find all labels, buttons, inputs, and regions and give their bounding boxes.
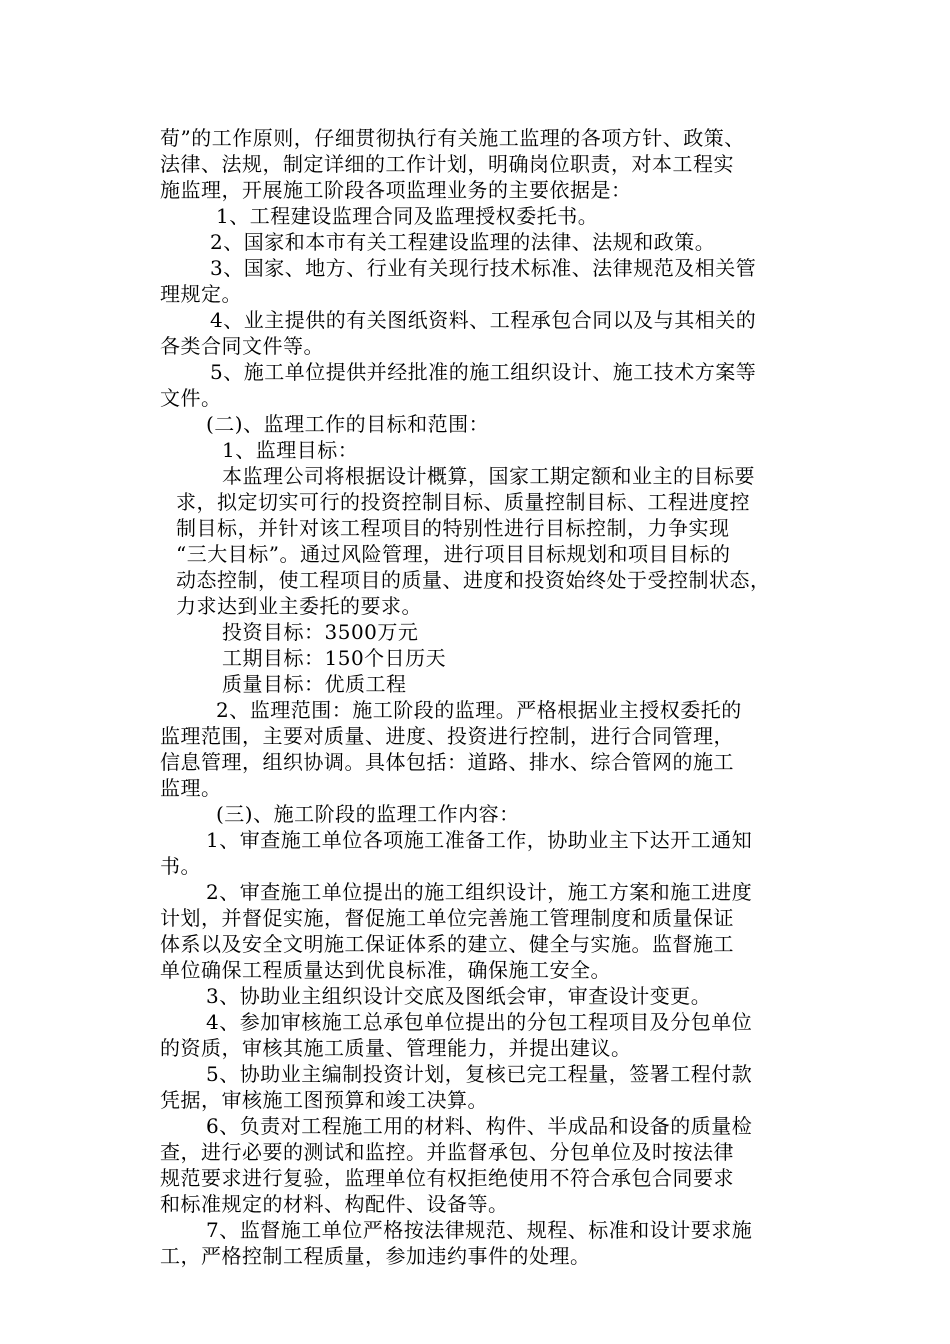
list-item: 4、业主提供的有关图纸资料、工程承包合同以及与其相关的 bbox=[210, 308, 757, 332]
text-line: 本监理公司将根据设计概算，国家工期定额和业主的目标要 bbox=[222, 464, 755, 488]
text-line: 凭据，审核施工图预算和竣工决算。 bbox=[160, 1088, 488, 1112]
text-line: 工，严格控制工程质量，参加违约事件的处理。 bbox=[160, 1244, 591, 1268]
text-line: 各类合同文件等。 bbox=[160, 334, 324, 358]
text-line: 监理范围，主要对质量、进度、投资进行控制，进行合同管理， bbox=[160, 724, 734, 748]
text-line: 动态控制，使工程项目的质量、进度和投资始终处于受控制状态， bbox=[176, 568, 771, 592]
text-line: “三大目标”。通过风险管理，进行项目目标规划和项目目标的 bbox=[176, 542, 731, 566]
text-line: 规范要求进行复验，监理单位有权拒绝使用不符合承包合同要求 bbox=[160, 1166, 734, 1190]
list-item: 1、工程建设监理合同及监理授权委托书。 bbox=[216, 204, 599, 228]
text-line: 监理。 bbox=[160, 776, 222, 800]
text-line: 荀”的工作原则，仔细贯彻执行有关施工监理的各项方针、政策、 bbox=[160, 126, 745, 150]
text-line: 求，拟定切实可行的投资控制目标、质量控制目标、工程进度控 bbox=[176, 490, 750, 514]
text-line: 文件。 bbox=[160, 386, 222, 410]
list-item: 5、施工单位提供并经批准的施工组织设计、施工技术方案等 bbox=[210, 360, 757, 384]
list-item: 2、国家和本市有关工程建设监理的法律、法规和政策。 bbox=[210, 230, 716, 254]
subsection-heading: 2、监理范围：施工阶段的监理。严格根据业主授权委托的 bbox=[216, 698, 742, 722]
text-line: 制目标，并针对该工程项目的特别性进行目标控制，力争实现 bbox=[176, 516, 730, 540]
text-line: 和标准规定的材料、构配件、设备等。 bbox=[160, 1192, 509, 1216]
list-item: 7、监督施工单位严格按法律规范、规程、标准和设计要求施 bbox=[206, 1218, 753, 1242]
subsection-heading: 1、监理目标： bbox=[222, 438, 359, 462]
target-line: 工期目标：150个日历天 bbox=[222, 646, 447, 670]
list-item: 2、审查施工单位提出的施工组织设计，施工方案和施工进度 bbox=[206, 880, 753, 904]
target-line: 质量目标：优质工程 bbox=[222, 672, 407, 696]
text-line: 力求达到业主委托的要求。 bbox=[176, 594, 422, 618]
text-line: 法律、法规，制定详细的工作计划，明确岗位职责，对本工程实 bbox=[160, 152, 734, 176]
list-item: 4、参加审核施工总承包单位提出的分包工程项目及分包单位 bbox=[206, 1010, 753, 1034]
target-line: 投资目标：3500万元 bbox=[222, 620, 419, 644]
text-line: 书。 bbox=[160, 854, 201, 878]
list-item: 6、负责对工程施工用的材料、构件、半成品和设备的质量检 bbox=[206, 1114, 753, 1138]
text-line: 查，进行必要的测试和监控。并监督承包、分包单位及时按法律 bbox=[160, 1140, 734, 1164]
section-heading: (二)、监理工作的目标和范围： bbox=[206, 412, 490, 436]
list-item: 5、协助业主编制投资计划，复核已完工程量，签署工程付款 bbox=[206, 1062, 753, 1086]
list-item: 1、审查施工单位各项施工准备工作，协助业主下达开工通知 bbox=[206, 828, 753, 852]
list-item: 3、国家、地方、行业有关现行技术标准、法律规范及相关管 bbox=[210, 256, 757, 280]
text-line: 单位确保工程质量达到优良标准，确保施工安全。 bbox=[160, 958, 611, 982]
section-heading: (三)、施工阶段的监理工作内容： bbox=[216, 802, 520, 826]
text-line: 的资质，审核其施工质量、管理能力，并提出建议。 bbox=[160, 1036, 632, 1060]
list-item: 3、协助业主组织设计交底及图纸会审，审查设计变更。 bbox=[206, 984, 712, 1008]
text-line: 信息管理，组织协调。具体包括：道路、排水、综合管网的施工 bbox=[160, 750, 734, 774]
text-line: 体系以及安全文明施工保证体系的建立、健全与实施。监督施工 bbox=[160, 932, 734, 956]
text-line: 计划，并督促实施，督促施工单位完善施工管理制度和质量保证 bbox=[160, 906, 734, 930]
text-line: 理规定。 bbox=[160, 282, 242, 306]
text-line: 施监理，开展施工阶段各项监理业务的主要依据是： bbox=[160, 178, 632, 202]
